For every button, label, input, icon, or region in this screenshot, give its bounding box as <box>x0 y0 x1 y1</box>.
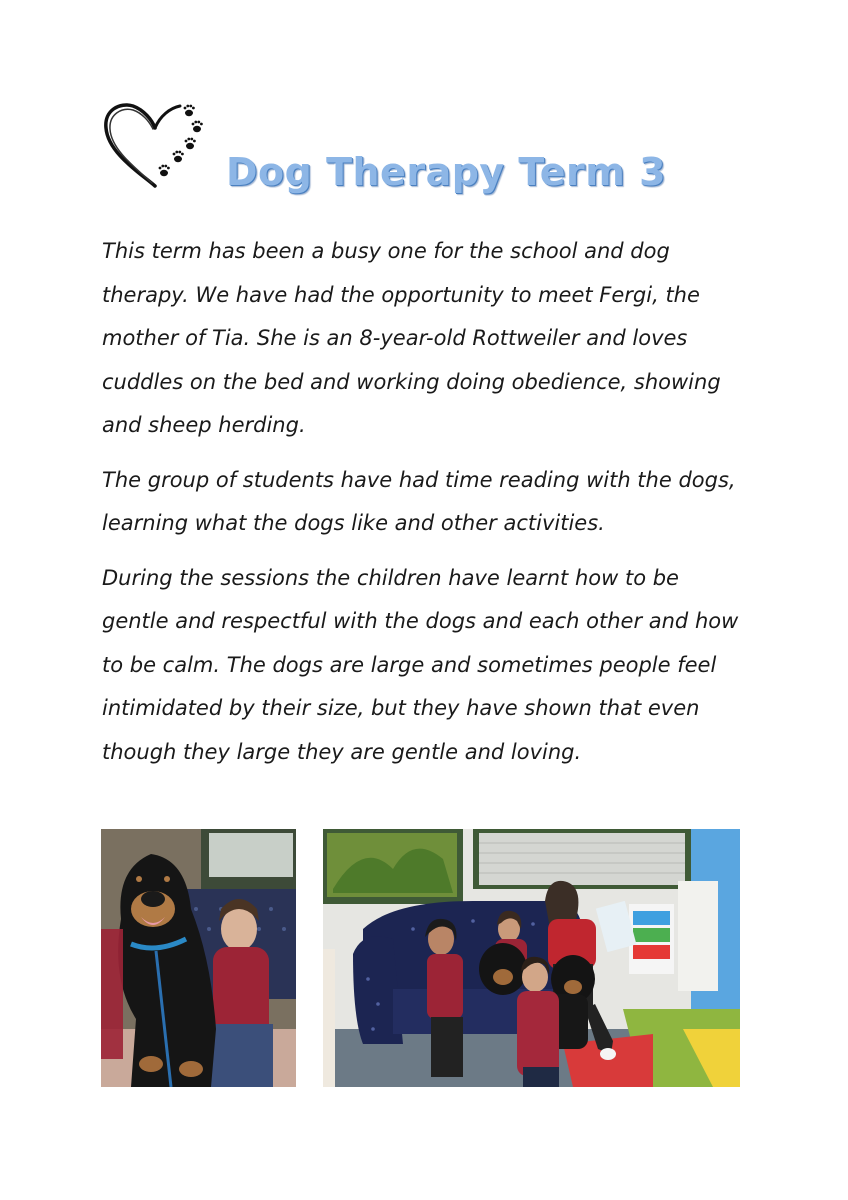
paragraph-sessions: During the sessions the children have learnt how to be gentle and respectful with the dogs and each other and how to be calm. The dogs are large and sometimes people feel intimidated by their size, but they have shown that even though they large they are gentle and loving. <box>102 565 739 764</box>
photo-rottweiler-with-student <box>101 829 296 1087</box>
article-body <box>102 230 752 785</box>
photo-class-reading-with-dogs <box>323 829 740 1087</box>
heart-paw-logo-icon <box>100 98 210 193</box>
page-title: Dog Therapy Term 3 <box>226 150 667 194</box>
paragraph-reading: The group of students have had time reading with the dogs, learning what the dogs like and other activities. <box>102 467 736 535</box>
paragraph-intro: This term has been a busy one for the school and dog therapy. We have had the opportunity to meet Fergi, the mother of Tia. She is an 8-year-old Rottweiler and loves cuddles on the bed and working doing obedience, showing and sheep herding. <box>102 239 721 437</box>
